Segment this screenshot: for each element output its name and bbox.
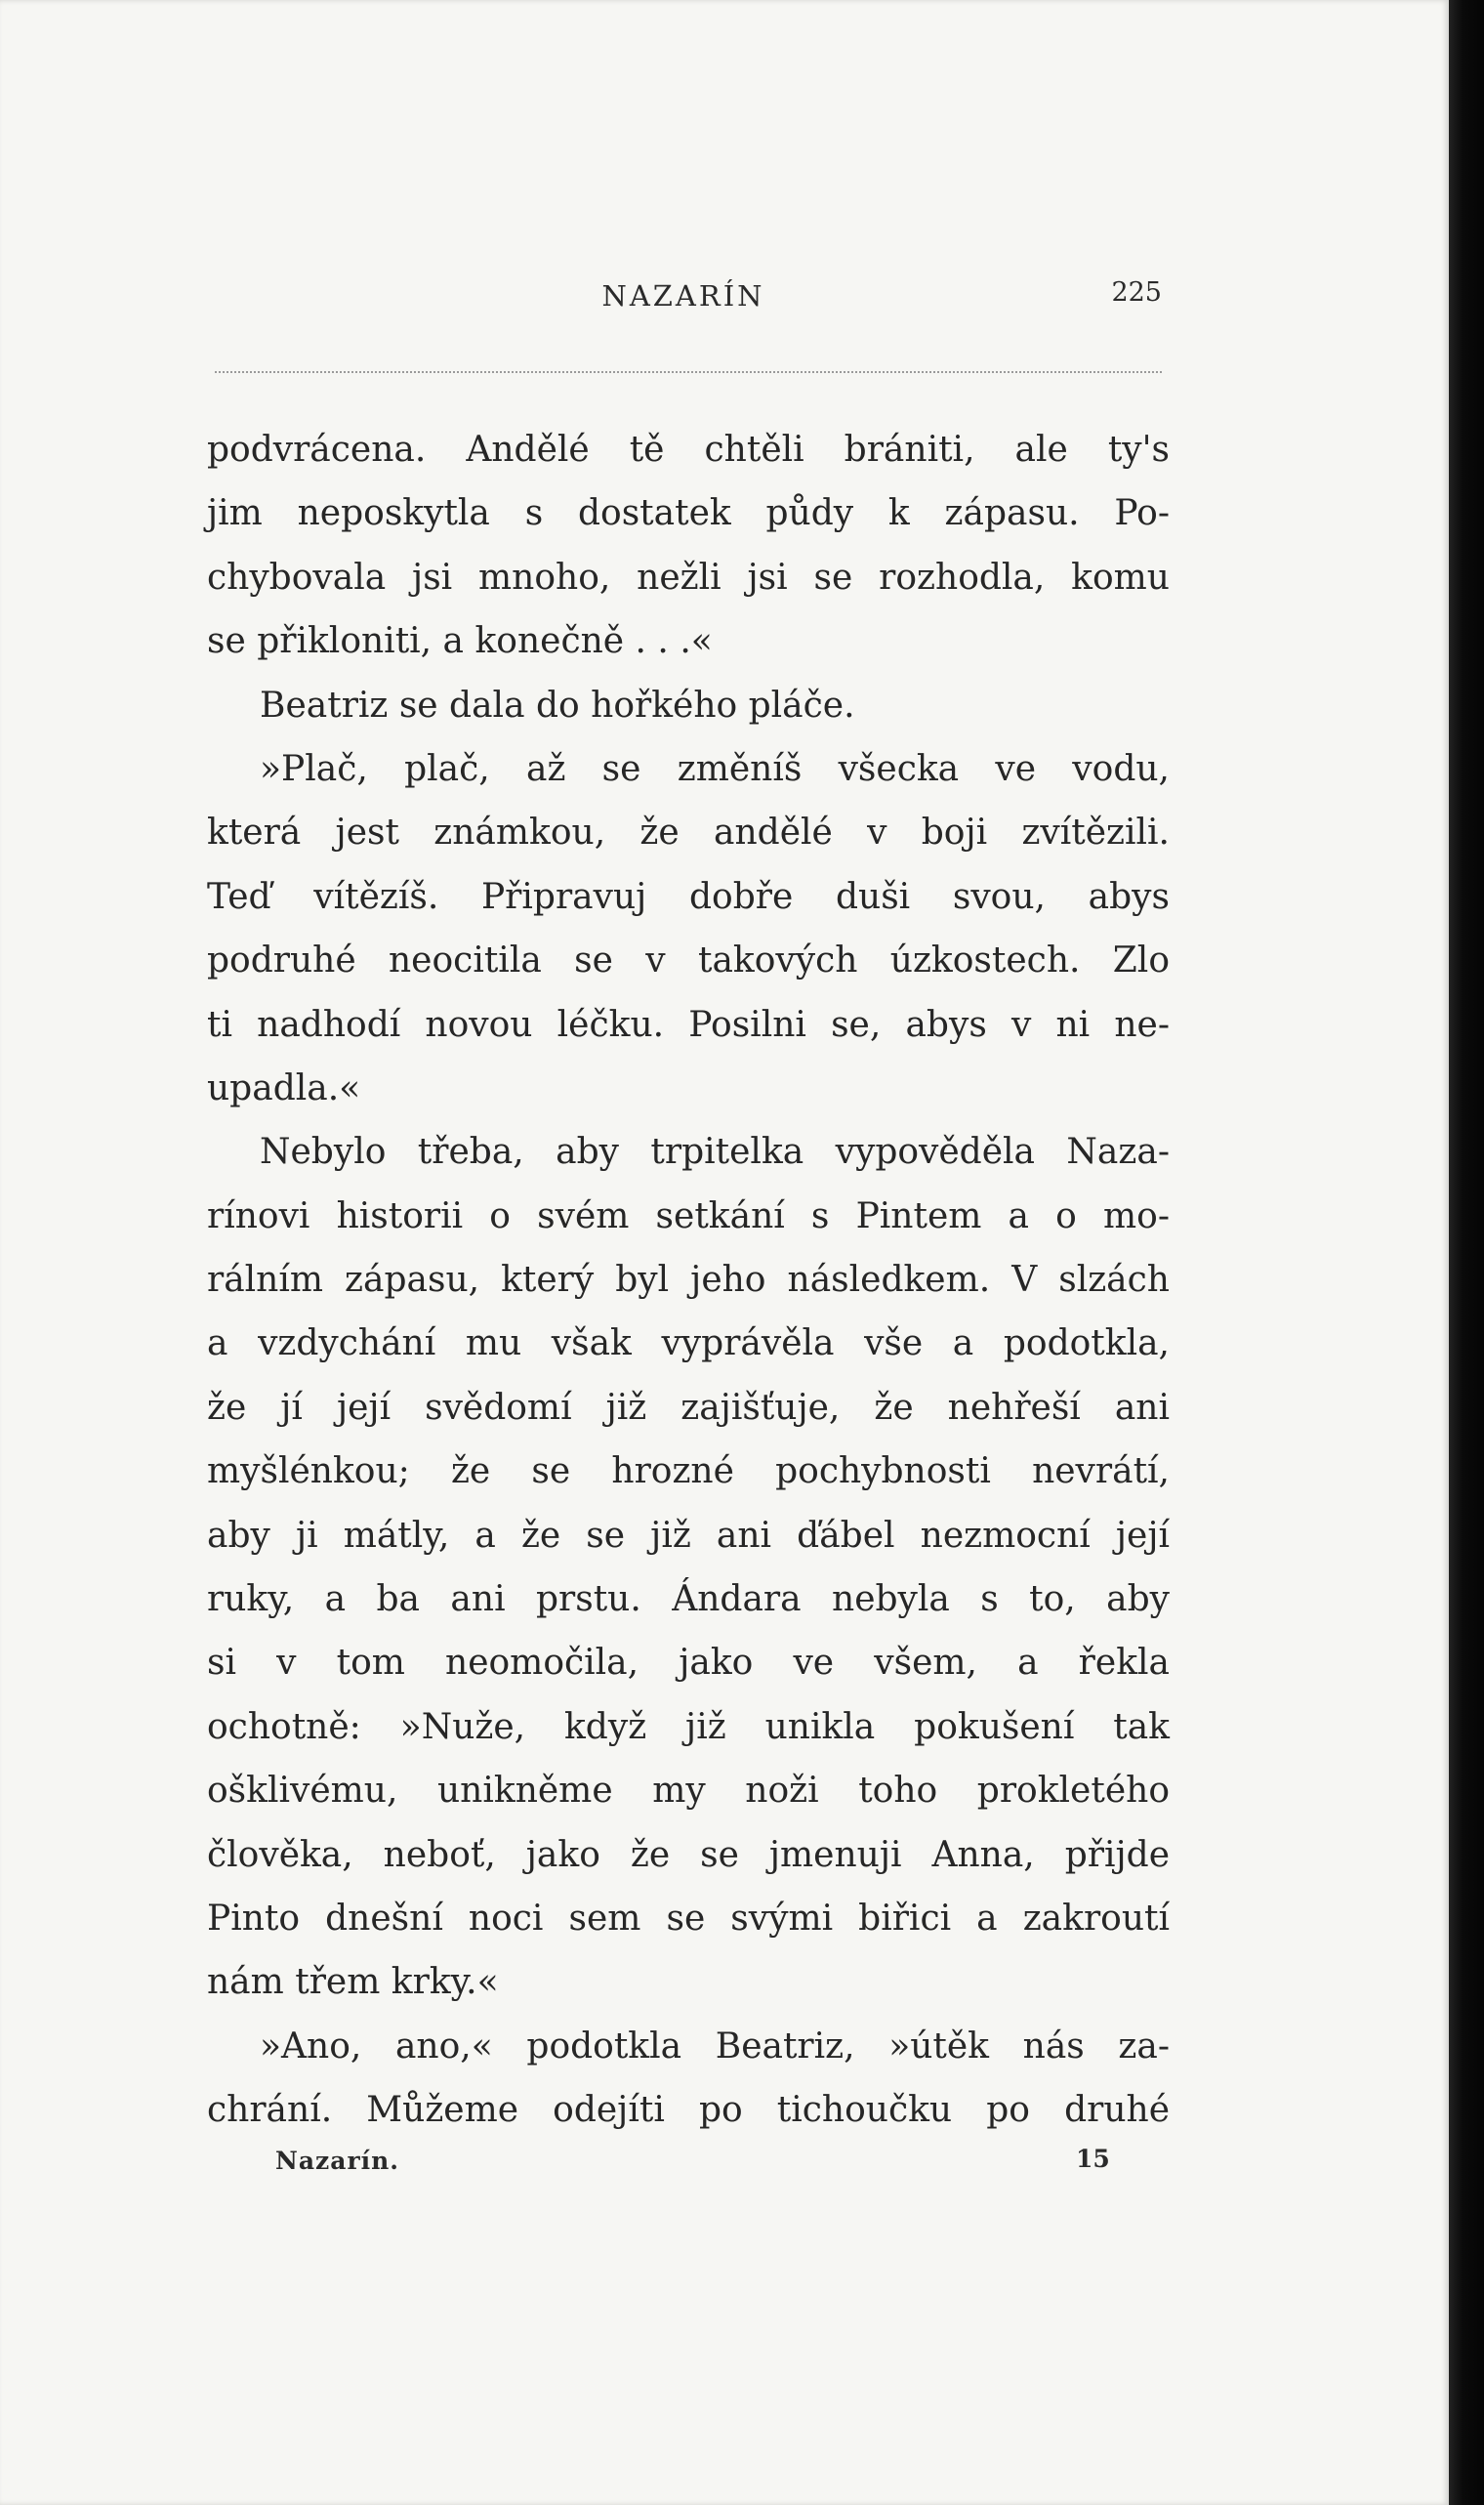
page-number: 225 [1111,277,1162,308]
signature-number: 15 [1076,2145,1110,2173]
text-line: myšlénkou; že se hrozné pochybnosti nevrátí, [207,1451,1170,1492]
text-line: ošklivému, unikněme my noži toho prokletého [207,1771,1170,1812]
text-line: »Ano, ano,« podotkla Beatriz, »útěk nás za- [260,2025,1170,2067]
text-line: podruhé neocitila se v takových úzkostech. Zlo [207,940,1170,981]
running-title: NAZARÍN [601,279,765,313]
text-line: chrání. Můžeme odejíti po tichoučku po druhé [207,2090,1170,2131]
text-line: upadla.« [207,1067,361,1108]
page-edge-shadow [1449,0,1484,2505]
text-line: ruky, a ba ani prstu. Ándara nebyla s to, aby [207,1579,1170,1620]
text-line: rínovi historii o svém setkání s Pintem a o mo- [207,1195,1170,1236]
signature-mark: Nazarín. [275,2147,399,2175]
text-line: člověka, neboť, jako že se jmenuji Anna, přijde [207,1834,1170,1875]
text-line: chybovala jsi mnoho, nežli jsi se rozhodla, komu [207,557,1170,598]
text-line: podvrácena. Andělé tě chtěli brániti, ale ty's [207,430,1170,470]
text-line: rálním zápasu, který byl jeho následkem. V slzách [207,1260,1170,1301]
text-line: která jest známkou, že andělé v boji zvítězili. [207,813,1170,854]
text-line: Teď vítězíš. Připravuj dobře duši svou, abys [207,876,1170,917]
text-line: Beatriz se dala do hořkého pláče. [260,685,855,726]
text-line: ti nadhodí novou léčku. Posilni se, abys v ni ne- [207,1004,1170,1045]
text-line: jim neposkytla s dostatek půdy k zápasu. Po- [207,493,1170,534]
running-head [205,279,1162,318]
text-line: se přikloniti, a konečně . . .« [207,621,713,662]
text-line: Nebylo třeba, aby trpitelka vypověděla Naza- [260,1132,1170,1173]
text-line: ochotně: »Nuže, když již unikla pokušení tak [207,1706,1170,1747]
text-line: »Plač, plač, až se změníš všecka ve vodu, [260,748,1170,789]
text-line: Pinto dnešní noci sem se svými biřici a zakroutí [207,1898,1170,1939]
text-line: aby ji mátly, a že se již ani ďábel nezmocní její [207,1515,1170,1556]
text-line: nám třem krky.« [207,1962,499,2003]
header-rule [215,371,1162,373]
body-text [207,418,1170,2143]
text-line: si v tom neomočila, jako ve všem, a řekla [207,1643,1170,1684]
text-line: a vzdychání mu však vyprávěla vše a podotkla, [207,1323,1170,1364]
text-line: že jí její svědomí již zajišťuje, že nehřeší ani [207,1387,1170,1428]
